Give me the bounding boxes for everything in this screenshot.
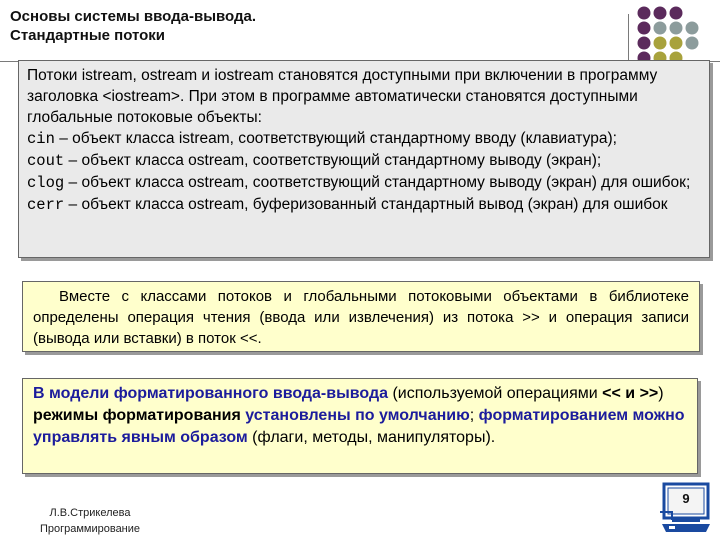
author-name: Л.В.Стрикелева bbox=[49, 507, 131, 519]
decorative-dot bbox=[686, 22, 699, 35]
formatting-operators: << и >> bbox=[602, 385, 659, 402]
decorative-dot bbox=[638, 22, 651, 35]
slide-title-line-1: Основы системы ввода-вывода. bbox=[10, 8, 257, 25]
formatting-model-text bbox=[33, 383, 687, 449]
formatting-tools: (флаги, методы, манипуляторы). bbox=[247, 429, 496, 446]
cin-description: – объект класса istream, соответствующий стандартному вводу (клавиатура); bbox=[54, 130, 617, 147]
decorative-dot bbox=[670, 22, 683, 35]
decorative-dot bbox=[638, 37, 651, 50]
cout-description: – объект класса ostream, соответствующий стандартному выводу (экран); bbox=[64, 152, 602, 169]
formatting-modes-label: режимы форматирования bbox=[33, 407, 246, 424]
cin-keyword: cin bbox=[27, 130, 55, 148]
slide-title bbox=[10, 7, 610, 45]
slide-footer bbox=[20, 505, 160, 537]
formatting-default-label: установлены по умолчанию bbox=[245, 407, 470, 424]
clog-line bbox=[27, 172, 701, 194]
decorative-dot bbox=[638, 7, 651, 20]
cerr-keyword: cerr bbox=[27, 196, 65, 214]
cin-line bbox=[27, 128, 701, 150]
formatting-model-box bbox=[22, 378, 698, 474]
formatting-paren-close: ) bbox=[658, 385, 664, 402]
decorative-dot bbox=[670, 7, 683, 20]
streams-intro-text: Потоки istream, ostream и iostream становятся доступными при включении в программу заголовка <iostream>. При этом в программе автоматически становятся доступными глобальные потоковые объекты: bbox=[27, 67, 658, 126]
cerr-description: – объект класса ostream, буферизованный стандартный вывод (экран) для ошибок bbox=[64, 196, 668, 213]
clog-keyword: clog bbox=[27, 174, 65, 192]
monitor-icon bbox=[658, 482, 714, 534]
formatting-model-heading: В модели форматированного ввода-вывода bbox=[33, 385, 388, 402]
standard-streams-box bbox=[18, 60, 710, 258]
clog-description: – объект класса ostream, соответствующий стандартному выводу (экран) для ошибок; bbox=[64, 174, 691, 191]
cout-keyword: cout bbox=[27, 152, 65, 170]
course-name: Программирование bbox=[39, 523, 141, 535]
cerr-line bbox=[27, 194, 701, 216]
stream-operations-box bbox=[22, 281, 700, 352]
formatting-semicolon: ; bbox=[469, 407, 479, 424]
formatting-explicit-control: форматированием можно управлять явным образом bbox=[33, 407, 685, 446]
decorative-dot bbox=[654, 37, 667, 50]
cout-line bbox=[27, 150, 701, 172]
slide-title-line-2: Стандартные потоки bbox=[10, 27, 166, 44]
formatting-model-paren: (используемой операциями bbox=[388, 385, 603, 402]
stream-operations-text: Вместе с классами потоков и глобальными потоковыми объектами в библиотеке определены операция чтения (ввода или извлечения) из потока >> и операция записи (вывода или вставки) в поток <<. bbox=[33, 288, 689, 347]
decorative-dots-grid bbox=[636, 6, 720, 66]
decorative-dot bbox=[654, 22, 667, 35]
decorative-dot bbox=[686, 37, 699, 50]
decorative-dot bbox=[654, 7, 667, 20]
decorative-dot bbox=[670, 37, 683, 50]
page-number: 9 bbox=[682, 491, 690, 506]
